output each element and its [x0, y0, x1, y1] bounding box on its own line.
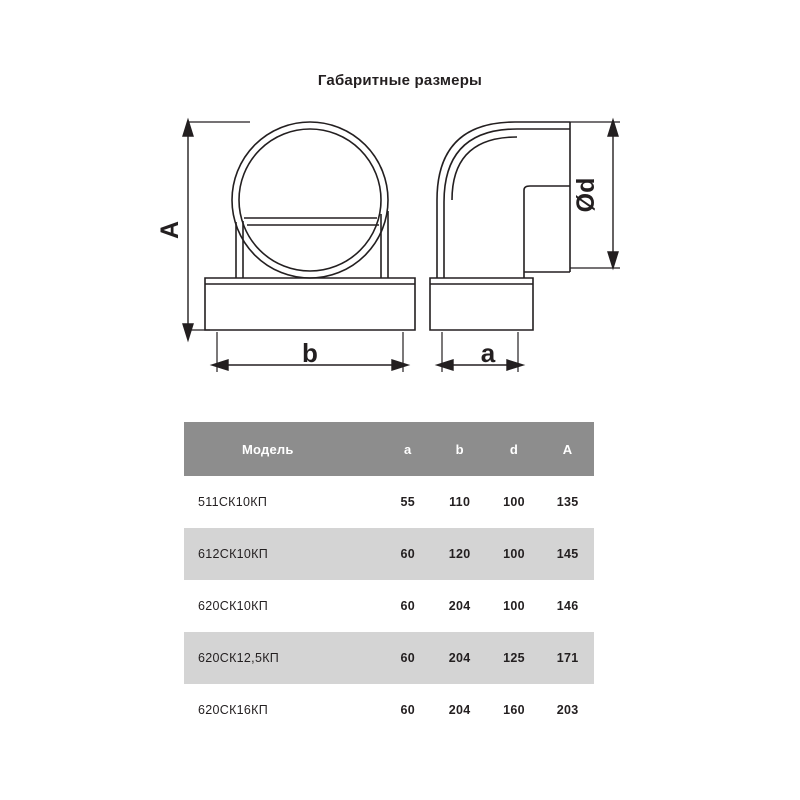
cell-b: 204	[433, 684, 487, 736]
cell-model: 620СК16КП	[184, 684, 383, 736]
page-title: Габаритные размеры	[317, 72, 483, 89]
header-a: a	[383, 422, 433, 476]
table-row	[184, 632, 594, 684]
cell-a: 60	[383, 580, 433, 632]
cell-b: 110	[433, 476, 487, 528]
header-model: Модель	[184, 422, 383, 476]
cell-A: 135	[541, 476, 594, 528]
header-d: d	[487, 422, 541, 476]
table-row	[184, 528, 594, 580]
cell-d: 100	[487, 476, 541, 528]
table-header-row	[184, 422, 594, 476]
cell-a: 60	[383, 684, 433, 736]
cell-b: 120	[433, 528, 487, 580]
table-row	[184, 580, 594, 632]
cell-A: 203	[541, 684, 594, 736]
cell-model: 612СК10КП	[184, 528, 383, 580]
cell-d: 160	[487, 684, 541, 736]
cell-A: 171	[541, 632, 594, 684]
label-d: Ød	[572, 177, 600, 213]
cell-A: 146	[541, 580, 594, 632]
cell-d: 100	[487, 528, 541, 580]
right-view-side	[430, 122, 570, 330]
cell-a: 60	[383, 528, 433, 580]
cell-A: 145	[541, 528, 594, 580]
label-b: b	[302, 338, 318, 368]
dimensions-table	[184, 422, 594, 736]
cell-a: 55	[383, 476, 433, 528]
cell-b: 204	[433, 632, 487, 684]
cell-b: 204	[433, 580, 487, 632]
label-a: a	[480, 338, 496, 368]
label-A: A	[156, 220, 184, 240]
header-b: b	[433, 422, 487, 476]
dimension-A	[183, 120, 250, 340]
cell-d: 100	[487, 580, 541, 632]
cell-d: 125	[487, 632, 541, 684]
table-row	[184, 476, 594, 528]
cell-a: 60	[383, 632, 433, 684]
cell-model: 620СК10КП	[184, 580, 383, 632]
left-view-front	[205, 122, 415, 330]
cell-model: 620СК12,5КП	[184, 632, 383, 684]
table-row	[184, 684, 594, 736]
cell-model: 511СК10КП	[184, 476, 383, 528]
header-A: A	[541, 422, 594, 476]
